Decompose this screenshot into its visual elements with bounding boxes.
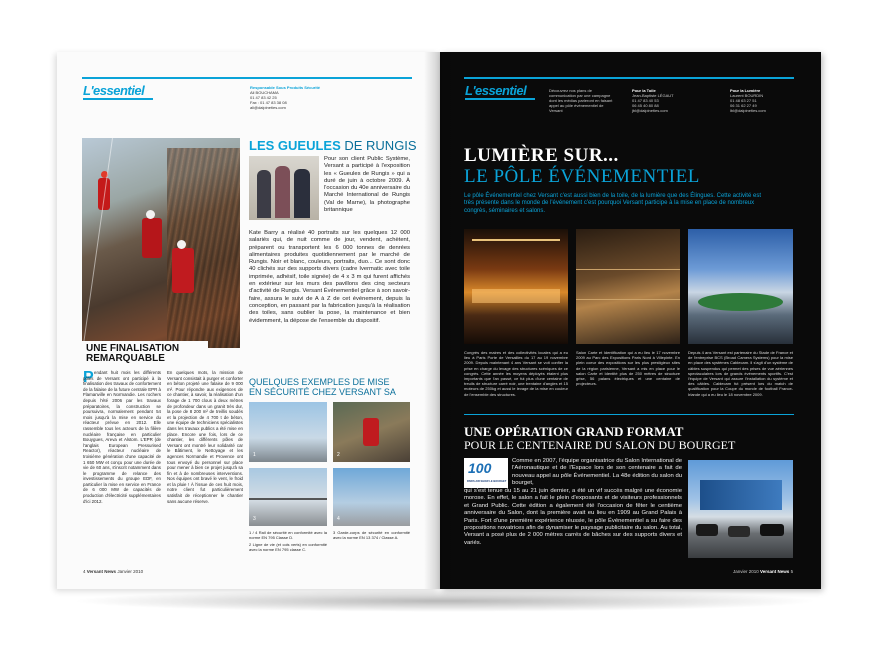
bourget-logo: [464, 458, 508, 488]
contact-fax: 06 45 40 80 88: [632, 103, 659, 108]
finalisation-title-line2: REMARQUABLE: [86, 353, 165, 364]
bourget-title-line1: UNE OPÉRATION GRAND FORMAT: [464, 424, 684, 439]
contact-fax: 06 31 62 27 49: [730, 103, 757, 108]
right-page: [440, 52, 821, 589]
cliff-photo: [82, 138, 240, 348]
logo-underline: [83, 98, 153, 100]
stage-light: [472, 289, 560, 303]
photo-number: 3: [253, 516, 256, 522]
billboard: [700, 480, 782, 510]
bourget-intro: Comme en 2007, l'équipe organisatrice du Salon International de l'Aéronautique et de l'Espace lors de son centenaire a fait de nouveau appel au pôle Événementiel. La 48e édition du salon du bourget,: [512, 458, 682, 487]
worker-helmet: [146, 210, 155, 219]
truss-line: [576, 269, 680, 270]
safety-rope: [83, 138, 113, 346]
contact-lumiere: [730, 88, 800, 113]
contact-tel: 01 47 83 42 25: [250, 95, 277, 100]
car: [728, 526, 750, 537]
contact-role: Pour la Lumière: [730, 88, 761, 93]
drop-cap: P: [83, 369, 94, 386]
photo-number: 4: [337, 516, 340, 522]
person-figure: [294, 169, 310, 218]
contact-email: lbl@dalpineties.com: [730, 108, 766, 113]
gueules-title-bold: LES GUEULES: [249, 138, 341, 153]
portrait-photo: [249, 156, 319, 220]
contact-fax: Fax : 01 47 83 38 08: [250, 100, 287, 105]
finalisation-title-line1: UNE FINALISATION: [86, 343, 180, 354]
left-page: [57, 52, 440, 589]
bourget-photo: [688, 460, 793, 558]
finalisation-title: [82, 341, 208, 367]
example-photo-3: [249, 468, 327, 526]
car: [696, 524, 718, 536]
example-photo-1: [249, 402, 327, 462]
page-number: 4: [83, 569, 86, 574]
contact-role: Pour la Toile: [632, 88, 656, 93]
quelques-title: [249, 377, 414, 397]
footer-brand: Versant News: [86, 569, 117, 574]
lumiere-col3: Depuis 4 ans Versant est partenaire du Stade de France et de l'entreprise BCS (Broad Camera Systems) pour la mise en place des systèmes Cablecam. Il s'agit d'un système de câbles suspendus qui permet des prises de vue aériennes spectaculaires lors de grands événements sportifs. C'est l'équipe de Versant qui assure l'installation du système et des câbles. Cablecam fut présent lors du match de qualification pour la Coupe du monde de football France-Irlande qui a eu lieu le 18 novembre 2009.: [688, 350, 793, 397]
example-photo-2: [333, 402, 410, 462]
event-photo-congres: [464, 229, 568, 344]
gueules-intro: Pour son client Public Système, Versant a participé à l'exposition les « Gueules de Rungis » qui a duré de juin à octobre 2009. À l'occasion du 40e anniversaire du Marché International de Rungis (Val de Marne), la photographe britannique: [324, 156, 410, 214]
section-rule: [464, 414, 794, 415]
caption-1: 1 / 4 Rail de sécurité en conformité avec la norme EN 795 Classe D.: [249, 530, 327, 540]
gueules-body: Kate Barry a réalisé 40 portraits sur les quelques 12 000 salariés qui, de nuit comme de jour, vendent, achètent, préparent ou transportent les 6 000 tonnes de denrées alimentaires produites quotidiennement par le marché de Rungis. Noir et blanc, couleurs, portraits, duo... Ce sont donc 40 clichés sur des supports divers (cadre Ivermatic avec toile imprimée, adhésif, toile signée) de 4 x 3 m qui furent affichés en extérieur sur les murs des pavillons des cinq secteurs d'activité de Rungis. Versant Événementiel grâce à son savoir-faire, assura le suivi de A à Z de cet événement, depuis la conception, en passant par la fabrication jusqu'à la réalisation des toiles, sans oublier la pose, la maintenance et bien évidemment, la dépose de l'ensemble du dispositif.: [249, 230, 410, 324]
contact-name: Jean-Baptiste LÉGAUT: [632, 93, 674, 98]
guardrail: [249, 498, 327, 500]
contact-toile: [632, 88, 702, 113]
stadium-pitch: [698, 293, 783, 311]
truss-line: [576, 299, 680, 300]
right-footer: [733, 569, 793, 574]
spread-shadow: [70, 590, 820, 612]
lumiere-title-line1: LUMIÈRE SUR...: [464, 145, 619, 166]
finalisation-col2: En quelques mots, la mission de Versant consistait à purger et conforter en béton projeté une falaise de 9 000 m². Pour répondre aux exigences de ce chantier, à savoir, la réalisation d'un forage de 1 700 clous à deux mètres de profondeur dans un granit très dur, la pose de 8 200 m² de treillis soudés et la projection de 4 700 t de béton, une équipe de techniciens spécialistes dans les travaux publics a été mise en place. Encore une fois, lors de ce chantier, les différents pôles de Versant ont montré leur solidarité car le Bâtiment, le Nettoyage et les agences Normandie et Provence ont tous envoyé du personnel sur place pour mener à bien ce projet jusqu'à sa fin et à de nombreuses interventions. Nos équipes ont bravé le vent, le froid et la pluie ! À l'issue de ces huit mois, notre client fut particulièrement satisfait de réceptionner le chantier sans aucune réserve.: [167, 370, 243, 504]
caption-col1: [249, 530, 327, 552]
essentiel-logo: L'essentiel: [83, 83, 145, 98]
quelques-title-line2: EN SÉCURITÉ CHEZ VERSANT SA: [249, 387, 396, 397]
finalisation-col1: endant huit mois les différents pôles de Versant ont participé à la finalisation des travaux de confortement de la falaise de la future centrale EPR à Flamanville en Normandie. Les rochers depuis l'été 2006 par les travaux préparatoires, la construction se poursuivra, normalement pendant 54 mois jusqu'à la mise en service du réacteur prévue en 2012. Elle rassemble tous les acteurs de la filière nucléaire française en particulier Bouygues, Areva et Alstom. L'EPR (de l'anglais European Pressurised Reactor), réacteur nucléaire de troisième génération d'une capacité de 1 650 MW et conçu pour une durée de vie de 60 ans, s'inscrit notamment dans le programme de relance des investissements du groupe EDF, en particulier la mise en service en France de 6 000 MW de capacités de production d'électricité supplémentaires d'ici 2012.: [83, 370, 161, 504]
truss-line: [472, 239, 560, 241]
person-figure: [257, 170, 271, 218]
contact-tel: 01 48 63 27 51: [730, 98, 757, 103]
person-figure: [275, 166, 290, 218]
contact-email: ali@dalpineties.com: [250, 105, 286, 110]
quelques-title-line1: QUELQUES EXEMPLES DE MISE: [249, 377, 390, 387]
essentiel-logo: L'essentiel: [465, 83, 527, 98]
footer-date: Janvier 2010: [117, 569, 144, 574]
left-footer: [83, 569, 143, 574]
event-photo-salon: [576, 229, 680, 344]
contact-block: [250, 85, 350, 110]
photo-number: 1: [253, 452, 256, 458]
bourget-body: qui s'est tenue du 15 au 21 juin dernier, a été un vif succès malgré une économie morose. En effet, le salon a fait le plein d'exposants et de visiteurs professionnels et Grand Public. Cette édition a également été l'occasion de fêter le centième anniversaire du Salon, dont la première avait eu lieu en 1909 au Grand Palais à Paris. Fort d'une première expérience réussie, le pôle Événementiel a su faire des propositions novatrices afin de dynamiser le paysage publicitaire du salon. Au total, Versant a posé plus de 2 000 mètres carrés de bâches sur des supports divers et variés.: [464, 488, 682, 546]
lumiere-intro: Le pôle Événementiel chez Versant c'est aussi bien de la toile, de la lumière que des Élingues. Cette activité est très présente dans le monde de l'événement c'est pourquoi Versant participe à la mise en place de nombreux congrès, séminaires et salons.: [464, 193, 761, 214]
header-rule: [82, 77, 412, 79]
contact-tel: 01 47 83 40 53: [632, 98, 659, 103]
worker-figure: [363, 418, 379, 446]
page-number: 5: [790, 569, 794, 574]
lumiere-title-line2: LE PÔLE ÉVÉNEMENTIEL: [464, 166, 700, 187]
lumiere-col1: Congrès des maires et des collectivités locales qui a eu lieu à Paris Porte de Versailles du 17 au 19 novembre 2009. Depuis maintenant 4 ans Versant se voit confier la prise en charge du levage des structures scéniques de ce congrès. Cette année les moyens déployés étaient plus importants que l'an passé, ce fut plus d'une centaine de treuils de structure carré noir, une trentaine d'angles et 15 moteurs de 250kg et aussi le levage de la mise en couleur de l'ensemble des structures.: [464, 350, 568, 397]
contact-name: Ali BOUCHAMA: [250, 90, 279, 95]
header-rule: [464, 77, 794, 79]
gueules-title: [249, 138, 417, 153]
example-photo-4: [333, 468, 410, 526]
caption-3: 3 Garde-corps de sécurité en conformité avec la norme EN 13 374 / Classe A.: [333, 530, 410, 540]
contact-name: Laurent BOURDIN: [730, 93, 764, 98]
contact-role: Responsable Sous Produits Sécurité: [250, 85, 321, 90]
photo-number: 2: [337, 452, 340, 458]
lumiere-col2: Salon Carte et Identification qui a eu lieu le 17 novembre 2009 au Parc des Expositions Paris Nord à Villepinte. En plein coeur des expositions sur les plus prestigieux sites de la région parisienne, Versant a mis en place pour le salon Carte et Identité plus de 250 mètres de structure grise, 56 palans électriques et une centaine de projecteurs.: [576, 350, 680, 387]
gueules-title-rest: DE RUNGIS: [340, 138, 417, 153]
footer-brand: Versant News: [760, 569, 790, 574]
worker-figure: [142, 218, 162, 258]
worker-helmet: [177, 240, 186, 249]
bourget-logo-caption: PARIS AIR SHOW LE BOURGET: [467, 480, 507, 483]
footer-date: Janvier 2010: [733, 569, 759, 574]
bourget-logo-num: 100: [468, 460, 492, 476]
logo-underline: [465, 98, 535, 100]
car: [760, 524, 784, 536]
caption-2: 2 Ligne de vie (et cols verts) en conformité avec la norme EN 795 classe C.: [249, 542, 327, 552]
bourget-title-line2: POUR LE CENTENAIRE DU SALON DU BOURGET: [464, 438, 736, 452]
contact-intro: Découvrez nos plans de communication par une campagne dont les médias parleront en faisant appel au pôle événementiel de Versant: [549, 88, 613, 113]
worker-figure: [172, 248, 194, 293]
contact-email: jbl@dalpineties.com: [632, 108, 668, 113]
event-photo-stade: [688, 229, 793, 344]
